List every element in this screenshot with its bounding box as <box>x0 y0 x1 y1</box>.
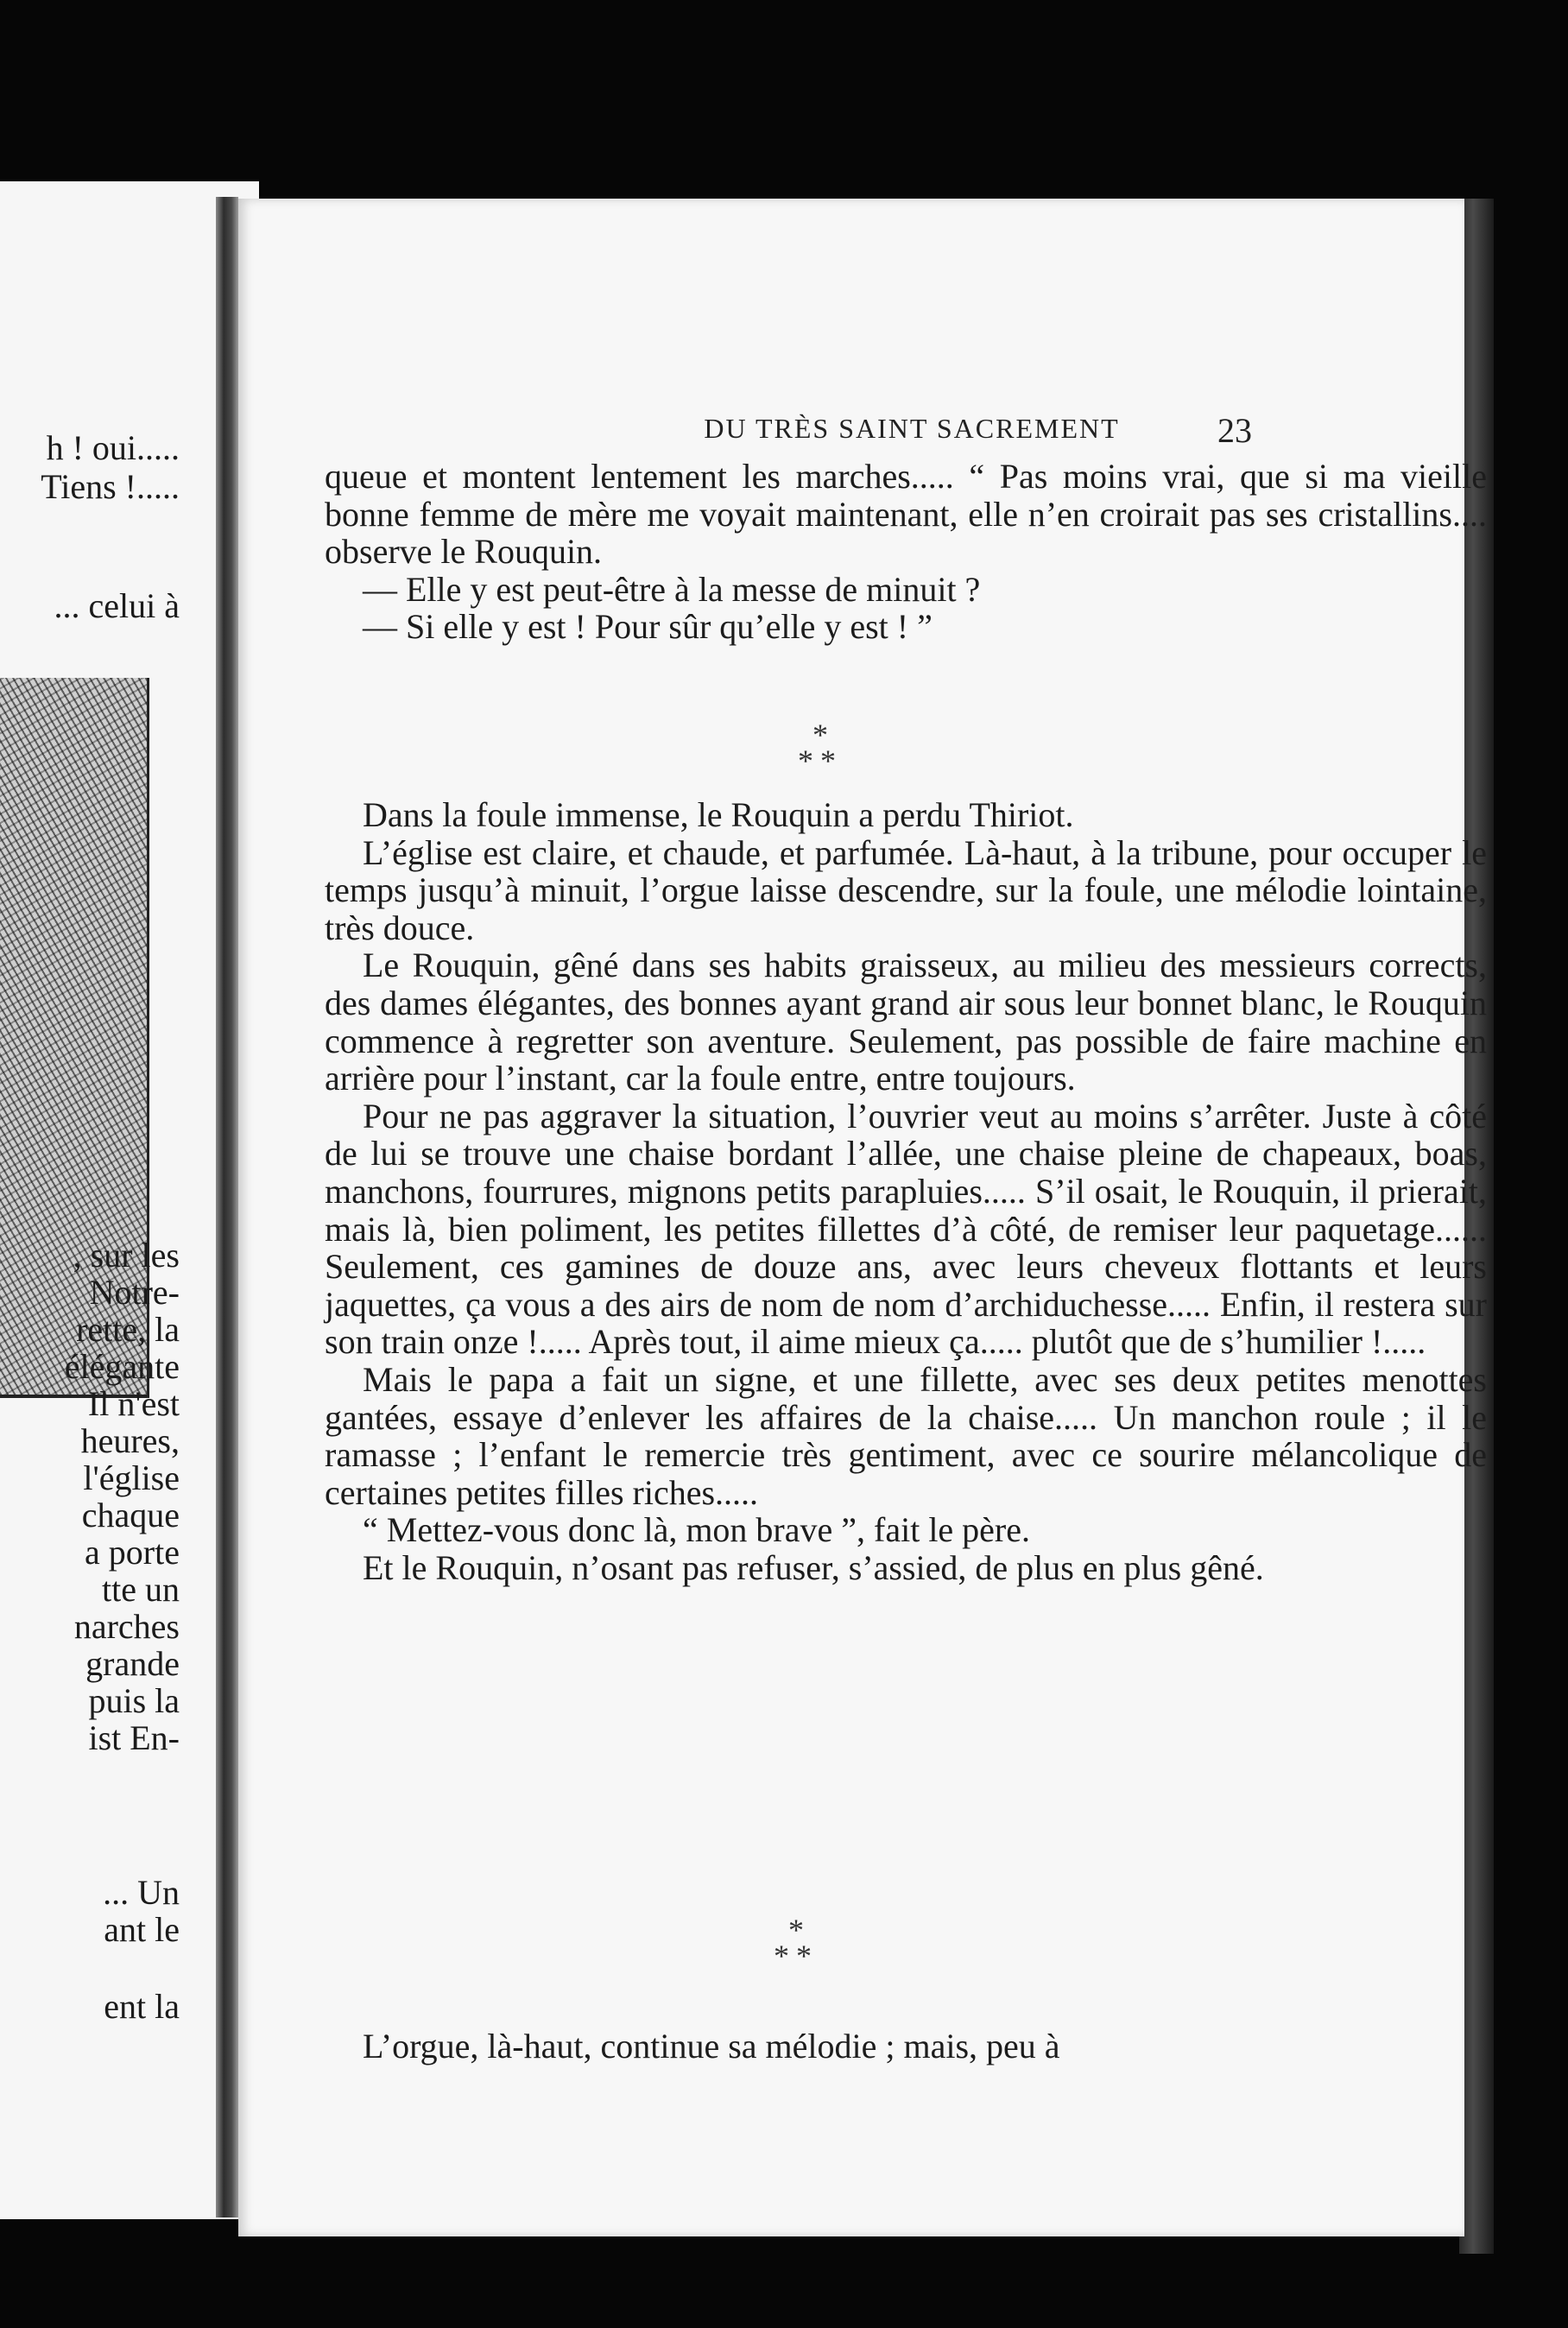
section-separator <box>744 1913 848 1973</box>
left-fragment: a porte <box>85 1533 180 1572</box>
left-fragment: puis la <box>88 1681 180 1720</box>
left-fragment: , sur les <box>73 1236 180 1275</box>
left-fragment: tte un <box>102 1570 180 1609</box>
left-fragment: ant le <box>104 1910 180 1949</box>
left-fragment: rette, la <box>76 1310 180 1349</box>
dialogue-line: — Elle y est peut-être à la messe de minuit ? <box>363 569 981 609</box>
left-fragment: heures, <box>80 1421 180 1460</box>
left-fragment: Il n'est <box>87 1384 180 1423</box>
book-gutter <box>216 197 238 2217</box>
asterism-bottom: ** <box>798 743 843 778</box>
left-fragment: ... Un <box>103 1873 180 1912</box>
left-fragment: h ! oui..... <box>46 428 180 467</box>
paragraph: queue et montent lentement les marches..... “ Pas moins vrai, que si ma vieille bonne femme de mère me voyait maintenant, elle n’en croirait pas ses cristallins.... observe le Rouquin. <box>325 457 1487 572</box>
section-separator <box>768 718 872 778</box>
left-fragment: grande <box>85 1644 180 1683</box>
paragraph: Mais le papa a fait un signe, et une fillette, avec ses deux petites menottes gantées, essaye d’enlever les affaires de la chaise..... Un manchon roule ; il le ramasse ; l’enfant le remercie très gentiment, avec ce sourire mélancolique de certaines petites filles riches..... <box>325 1359 1487 1512</box>
left-fragment: l'église <box>83 1458 180 1497</box>
text-block-2 <box>325 796 1487 1586</box>
left-fragment: chaque <box>81 1496 180 1534</box>
paragraph: Et le Rouquin, n’osant pas refuser, s’assied, de plus en plus gêné. <box>363 1547 1264 1587</box>
paragraph: Dans la foule immense, le Rouquin a perdu Thiriot. <box>363 795 1074 834</box>
asterism-top: * <box>812 718 828 752</box>
left-fragment: élégante <box>64 1347 180 1386</box>
left-fragment: ... celui à <box>54 586 180 625</box>
page-number: 23 <box>1217 411 1252 450</box>
asterism-bottom: ** <box>774 1939 819 1973</box>
left-fragment: ent la <box>104 1987 180 2026</box>
asterism-top: * <box>788 1913 804 1947</box>
paragraph: Pour ne pas aggraver la situation, l’ouvrier veut au moins s’arrêter. Juste à côté de lui se trouve une chaise bordant l’allée, une chaise pleine de chapeaux, boas, manchons, fourrures, mignons petits parapluies..... S’il osait, le Rouquin, il prierait, mais là, bien poliment, les petites fillettes d’à côté, de remiser leur paquetage...... Seulement, ces gamines de douze ans, avec leurs cheveux flottants et leurs jaquettes, ça vous a des airs de nom de nom d’archiduchesse..... Enfin, il restera sur son train onze !..... Après tout, il aime mieux ça..... plutôt que de s’humilier !..... <box>325 1096 1487 1362</box>
left-fragment: Tiens !..... <box>41 467 180 506</box>
text-block-1 <box>325 458 1487 646</box>
book-page <box>238 199 1487 2236</box>
text-block-3 <box>325 2028 1487 2065</box>
left-fragment: ist En- <box>88 1718 180 1757</box>
paragraph: L’orgue, là-haut, continue sa mélodie ; mais, peu à <box>363 2027 1060 2065</box>
paragraph: L’église est claire, et chaude, et parfumée. Là-haut, à la tribune, pour occuper le temps jusqu’à minuit, l’orgue laisse descendre, sur la foule, une mélodie lointaine, très douce. <box>325 832 1487 947</box>
paragraph: “ Mettez-vous donc là, mon brave ”, fait le père. <box>363 1510 1031 1550</box>
left-fragment: Notre- <box>89 1273 180 1312</box>
running-head: DU TRÈS SAINT SACREMENT <box>704 413 1120 444</box>
dialogue-line: — Si elle y est ! Pour sûr qu’elle y est ! ” <box>363 607 933 647</box>
left-fragment: narches <box>73 1607 180 1646</box>
paragraph: Le Rouquin, gêné dans ses habits graisseux, au milieu des messieurs corrects, des dames élégantes, des bonnes ayant grand air sous leur bonnet blanc, le Rouquin commence à regretter son aventure. Seulement, pas possible de faire machine en arrière pour l’instant, car la foule entre, entre toujours. <box>325 946 1487 1098</box>
